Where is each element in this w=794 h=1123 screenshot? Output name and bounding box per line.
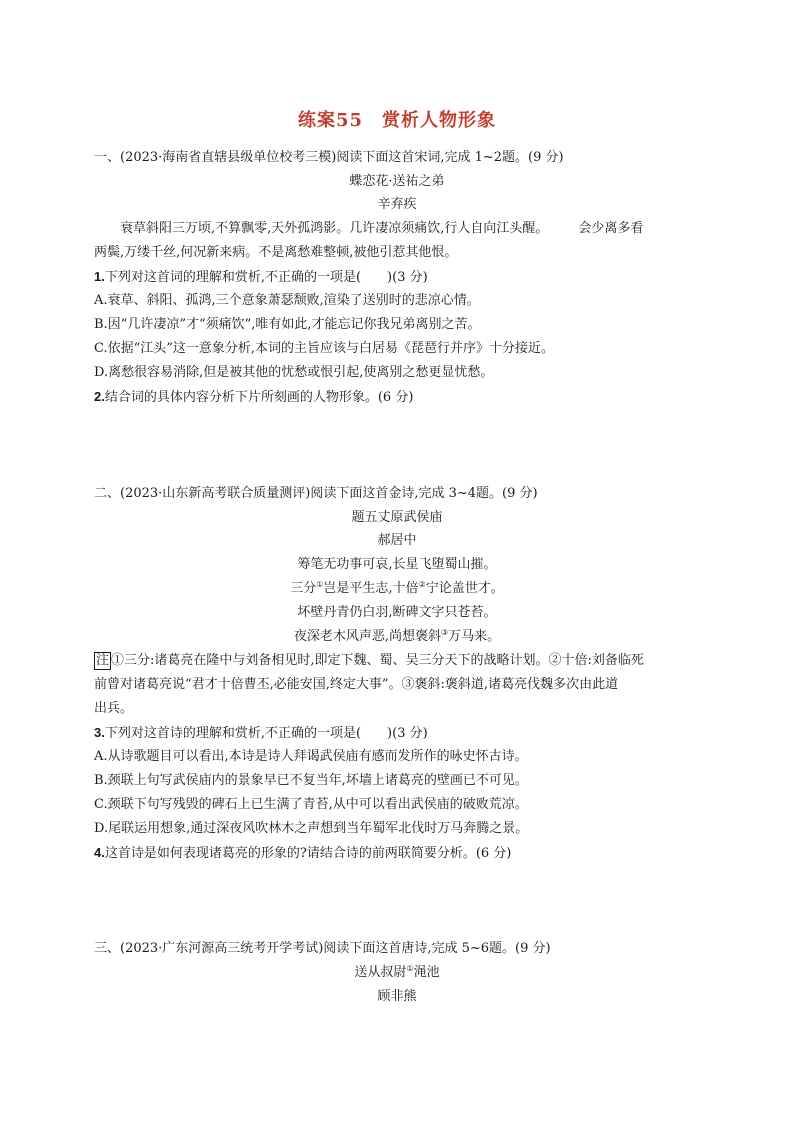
question-4 [94,843,734,864]
section3-poem-title-part2: 渑池 [413,965,440,980]
section1-header: 一、(2023·海南省直辖县级单位校考三模)阅读下面这首宋词,完成 1~2题。(9 分) [94,150,564,165]
section2-note-line2: 前曾对诸葛亮说“君才十倍曹丕,必能安国,终定大事”。③褒斜:褒斜道,诸葛亮伐魏多次由此道 [94,677,619,692]
question-1-number: 1. [94,269,105,284]
section1-author: 辛弃疾 [377,197,417,212]
section3-author: 顾非熊 [377,989,417,1004]
question-1-text: 下列对这首词的理解和赏析,不正确的一项是( )(3 分) [104,270,428,285]
section1-body-line1-text: 衰草斜阳三万顷,不算飘零,天外孤鸿影。几许凄凉须痛饮,行人自向江头醒。 [120,221,549,236]
question-4-number: 4. [94,845,105,860]
question-1 [94,267,734,288]
footnote-marker-1: ① [316,580,324,589]
section1-body-line2: 两鬓,万缕千丝,何况新来病。不是离愁难整顿,被他引惹其他恨。 [94,245,458,260]
page-title: 练案55 赏析人物形象 [297,110,497,131]
question-3-text: 下列对这首诗的理解和赏析,不正确的一项是( )(3 分) [104,726,428,741]
section2-poem-line4 [0,627,794,647]
question-3-option-c: C.颈联下句写残毁的碑石上已生满了青苔,从中可以看出武侯庙的破败荒凉。 [94,797,528,812]
question-2 [94,387,734,408]
section3-poem-title [0,963,794,983]
note-label-box: 注 [96,653,110,668]
question-1-option-c: C.依据“江头”这一意象分析,本词的主旨应该与白居易《琵琶行并序》十分接近。 [94,341,555,356]
poem-line4-part2: 万马来。 [448,629,501,644]
section2-poem-line3: 坏壁丹青仍白羽,断碑文字只苍苔。 [297,605,497,620]
question-2-text: 结合词的具体内容分析下片所刻画的人物形象。(6 分) [104,390,414,405]
section2-poem-line2 [0,579,794,599]
question-2-number: 2. [94,389,105,404]
poem-line4-part1: 夜深老木风声恶,尚想褒斜 [293,629,441,644]
section2-note-line3: 出兵。 [94,701,134,716]
section1-poem-title: 蝶恋花·送祐之弟 [349,174,445,189]
question-3-option-b: B.颈联上句写武侯庙内的景象早已不复当年,坏墙上诸葛亮的壁画已不可见。 [94,773,528,788]
section2-note-line1 [94,651,734,671]
poem-line2-part2: 岂是平生志,十倍 [323,581,419,596]
question-3-option-d: D.尾联运用想象,通过深夜风吹林木之声想到当年蜀军北伐时万马奔腾之景。 [94,821,529,836]
section3-poem-title-part1: 送从叔尉 [354,965,407,980]
section3-header: 三、(2023·广东河源高三统考开学考试)阅读下面这首唐诗,完成 5~6题。(9 分) [94,941,551,956]
question-3-number: 3. [94,725,105,740]
footnote-marker-section3: ① [406,964,414,973]
question-1-option-b: B.因“几许凄凉”才“须痛饮”,唯有如此,才能忘记你我兄弟离别之苦。 [94,317,481,332]
question-1-option-d: D.离愁很容易消除,但是被其他的忧愁或恨引起,使离别之愁更显忧愁。 [94,365,494,380]
section2-header: 二、(2023·山东新高考联合质量测评)阅读下面这首金诗,完成 3~4题。(9 分) [94,486,538,501]
note-text-line1: ①三分:诸葛亮在隆中与刘备相见时,即定下魏、蜀、吴三分天下的战略计划。②十倍:刘备临死 [111,653,644,668]
poem-line2-part3: 宁论盖世才。 [425,581,504,596]
section1-body-line1-tail: 会少离多看 [578,221,644,236]
question-3-option-a: A.从诗歌题目可以看出,本诗是诗人拜谒武侯庙有感而发所作的咏史怀古诗。 [94,749,528,764]
poem-line2-part1: 三分 [290,581,317,596]
section2-poem-line1: 筹笔无功事可哀,长星飞堕蜀山摧。 [297,557,497,572]
section1-body-line1 [120,219,760,239]
question-3 [94,723,734,744]
footnote-marker-3: ③ [440,628,449,637]
question-1-option-a: A.衰草、斜阳、孤鸿,三个意象萧瑟颓败,渲染了送别时的悲凉心情。 [94,293,480,308]
footnote-marker-2: ② [418,580,426,589]
section2-poem-title: 题五丈原武侯庙 [351,510,443,525]
section2-author: 郝居中 [377,533,417,548]
question-4-text: 这首诗是如何表现诸葛亮的形象的?请结合诗的前两联简要分析。(6 分) [104,846,512,861]
